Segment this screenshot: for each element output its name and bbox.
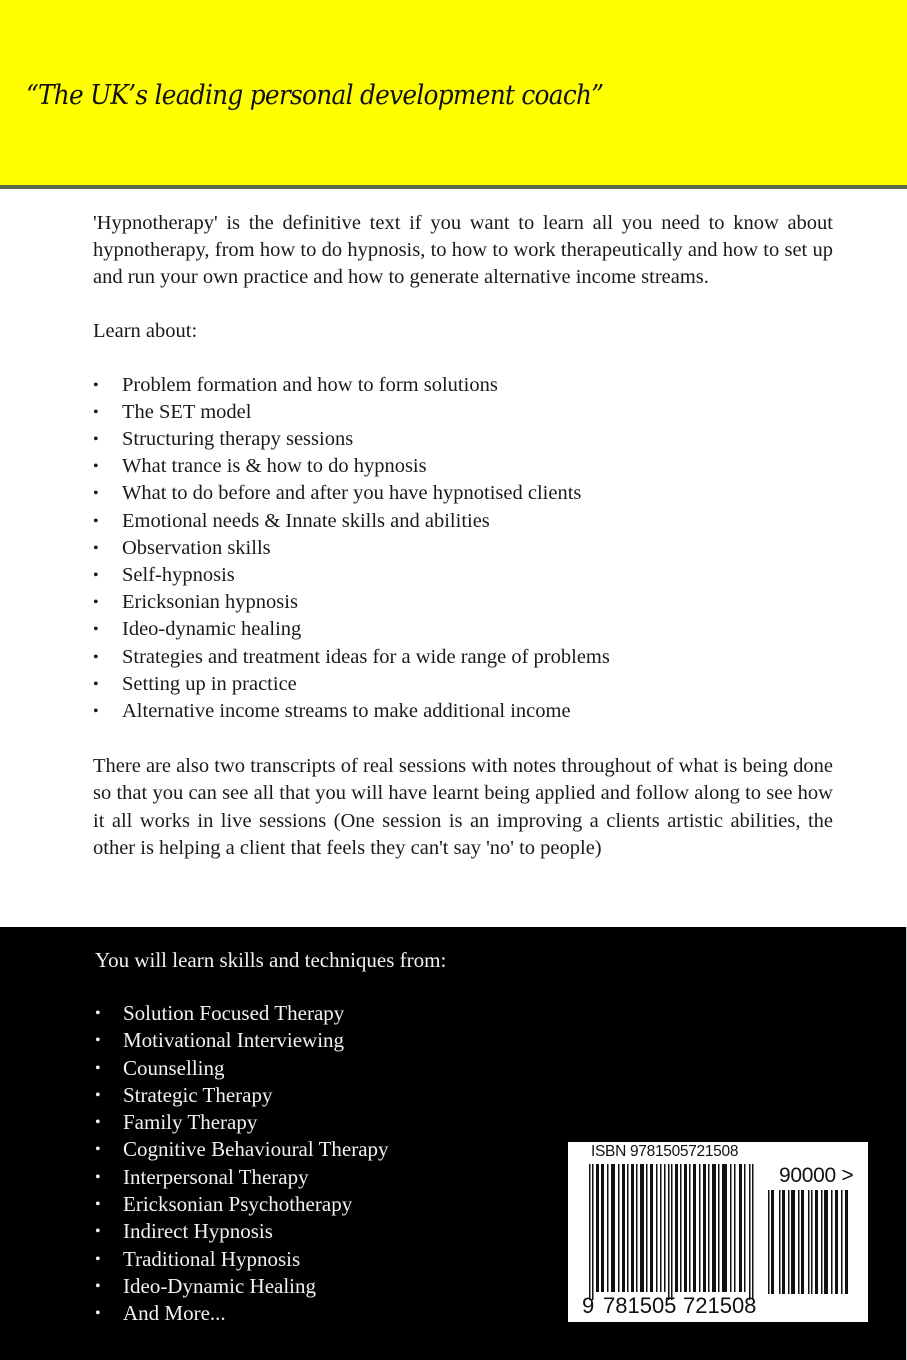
bullet-icon: • <box>93 431 99 449</box>
bullet-icon: • <box>93 485 99 503</box>
list-item: • Setting up in practice <box>93 671 833 698</box>
list-item: • Ericksonian hypnosis <box>93 589 833 616</box>
bullet-icon: • <box>93 675 99 693</box>
barcode-digit-group-1: 781505 <box>603 1293 677 1318</box>
barcode-bars-icon <box>589 1164 759 1300</box>
bullet-icon: • <box>95 1305 101 1323</box>
bullet-icon: • <box>95 1114 101 1132</box>
list-item: • Observation skills <box>93 535 833 562</box>
addon-barcode-bars-icon <box>768 1190 858 1294</box>
description-section <box>93 210 833 862</box>
bullet-icon: • <box>93 512 99 530</box>
list-item: • Emotional needs & Innate skills and abilities <box>93 508 833 535</box>
bullet-icon: • <box>93 621 99 639</box>
list-item: • Problem formation and how to form solutions <box>93 372 833 399</box>
bullet-icon: • <box>95 1141 101 1159</box>
bullet-icon: • <box>93 539 99 557</box>
list-item: • Indirect Hypnosis <box>95 1218 446 1245</box>
list-item: • Traditional Hypnosis <box>95 1246 446 1273</box>
list-item: • Motivational Interviewing <box>95 1027 446 1054</box>
list-item: • Counselling <box>95 1055 446 1082</box>
tagline-quote: “The UK’s leading personal development coach” <box>26 80 604 111</box>
isbn-barcode <box>568 1142 868 1322</box>
bullet-icon: • <box>95 1059 101 1077</box>
list-item: • What trance is & how to do hypnosis <box>93 453 833 480</box>
isbn-label: ISBN 9781505721508 <box>591 1143 739 1160</box>
list-item: • Strategic Therapy <box>95 1082 446 1109</box>
bullet-icon: • <box>93 594 99 612</box>
barcode-digit-prefix: 9 <box>582 1293 595 1318</box>
bullet-icon: • <box>93 458 99 476</box>
list-item: • Ideo-Dynamic Healing <box>95 1273 446 1300</box>
list-item: • And More... <box>95 1300 446 1327</box>
list-item: • Family Therapy <box>95 1109 446 1136</box>
bullet-icon: • <box>93 703 99 721</box>
bullet-icon: • <box>95 1168 101 1186</box>
skills-list <box>95 1000 446 1328</box>
barcode-digit-group-2: 721508 <box>683 1293 757 1318</box>
list-item: • Strategies and treatment ideas for a wide range of problems <box>93 644 833 671</box>
learn-about-label: Learn about: <box>93 319 198 342</box>
bullet-icon: • <box>93 567 99 585</box>
bullet-icon: • <box>93 648 99 666</box>
bullet-icon: • <box>95 1005 101 1022</box>
list-item: • Structuring therapy sessions <box>93 426 833 453</box>
list-item: • Cognitive Behavioural Therapy <box>95 1136 446 1163</box>
topics-list <box>93 372 833 726</box>
list-item: • What to do before and after you have hypnotised clients <box>93 480 833 507</box>
bullet-icon: • <box>93 376 99 394</box>
skills-heading: You will learn skills and techniques from: <box>95 948 447 972</box>
price-code: 90000 > <box>779 1164 854 1187</box>
bullet-icon: • <box>95 1196 101 1214</box>
intro-paragraph: 'Hypnotherapy' is the definitive text if you want to learn all you need to know about hypnotherapy, from how to do hypnosis, to how to work therapeutically and how to set up and run your own practice and how to generate alternative income streams. <box>93 212 833 289</box>
bullet-icon: • <box>93 403 99 421</box>
bullet-icon: • <box>95 1250 101 1268</box>
list-item: • The SET model <box>93 399 833 426</box>
list-item: • Alternative income streams to make additional income <box>93 698 833 725</box>
header-band <box>0 0 907 189</box>
skills-section <box>95 946 446 1328</box>
transcripts-paragraph: There are also two transcripts of real sessions with notes throughout of what is being done so that you can see all that you will have learnt being applied and follow along to see how it all works in live sessions (One session is an improving a clients artistic abilities, the other is helping a client that feels they can't say 'no' to people) <box>93 755 833 859</box>
list-item: • Self-hypnosis <box>93 562 833 589</box>
list-item: • Ideo-dynamic healing <box>93 616 833 643</box>
bullet-icon: • <box>95 1032 101 1050</box>
list-item: • Interpersonal Therapy <box>95 1164 446 1191</box>
bullet-icon: • <box>95 1223 101 1241</box>
list-item: • Ericksonian Psychotherapy <box>95 1191 446 1218</box>
bullet-icon: • <box>95 1086 101 1104</box>
list-item: • Solution Focused Therapy <box>95 1000 446 1027</box>
bullet-icon: • <box>95 1277 101 1295</box>
